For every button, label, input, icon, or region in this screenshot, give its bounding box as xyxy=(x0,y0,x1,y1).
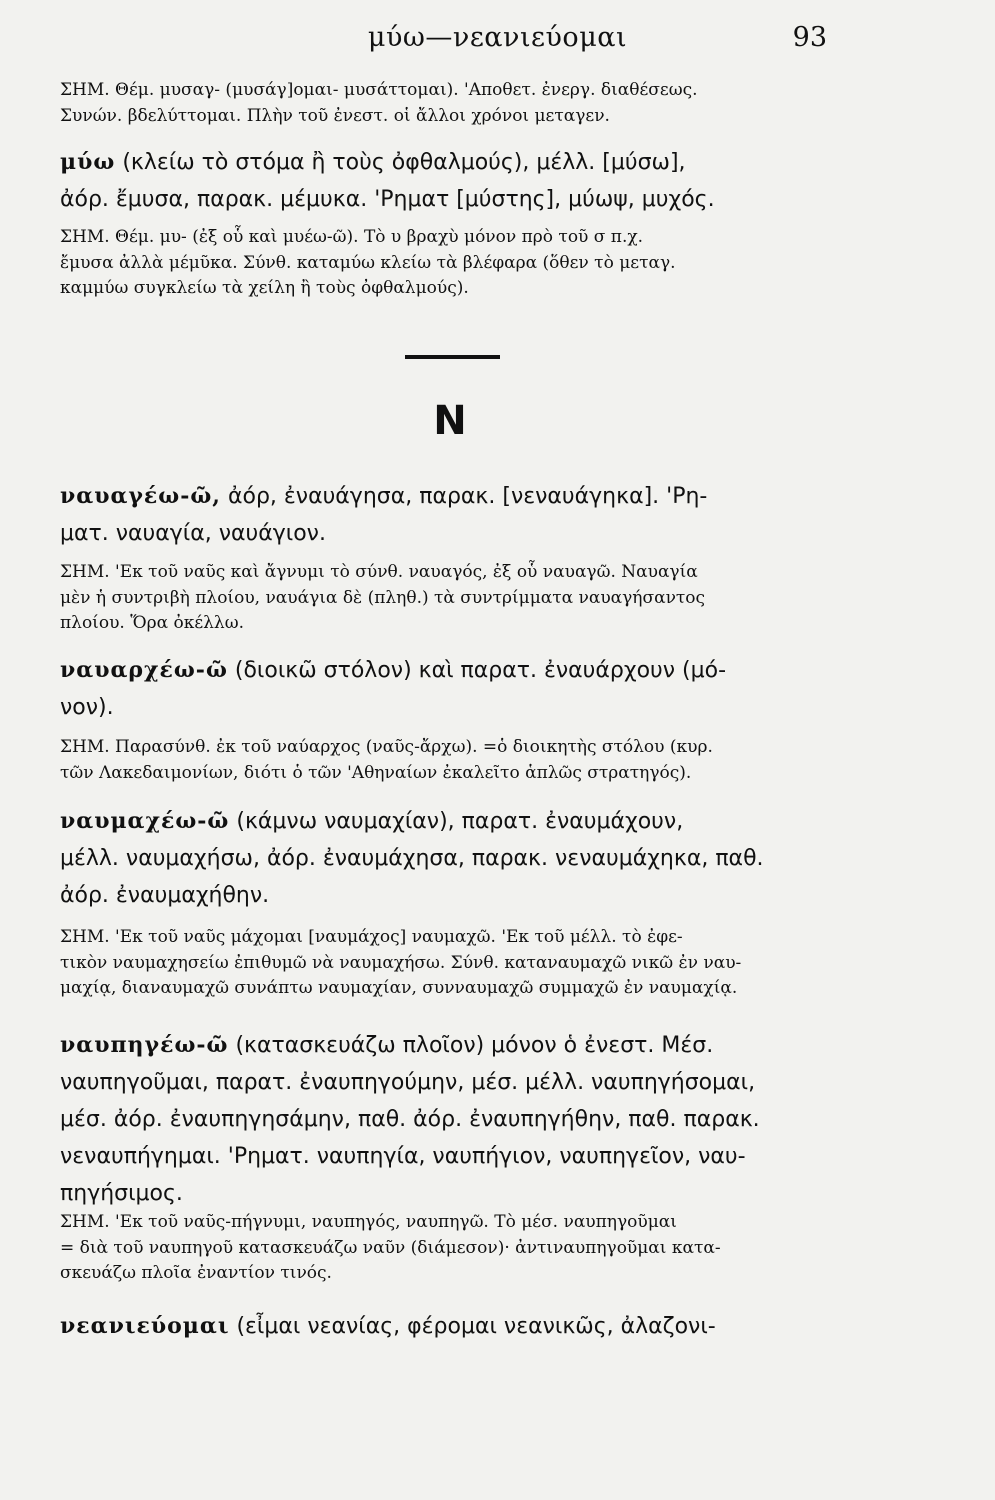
page-header xyxy=(0,22,995,62)
dictionary-entry xyxy=(60,144,840,218)
note-line: ἔμυσα ἀλλὰ μέμῦκα. Σύνθ. καταμύω κλείω τὰ βλέφαρα (ὅθεν τὸ μεταγ. xyxy=(60,252,676,273)
entry-line: νεναυπήγημαι. 'Ρηματ. ναυπηγία, ναυπήγιον, ναυπηγεῖον, ναυ- xyxy=(60,1144,746,1169)
headword: ναυμαχέω-ῶ xyxy=(60,808,230,834)
headword: μύω xyxy=(60,149,116,175)
section-divider xyxy=(405,355,500,359)
note-line: ΣΗΜ. 'Εκ τοῦ ναῦς καὶ ἄγνυμι τὸ σύνθ. ναυαγός, ἐξ οὗ ναυαγῶ. Ναυαγία xyxy=(60,562,698,582)
note-line: καμμύω συγκλείω τὰ χείλη ἢ τοὺς ὀφθαλμούς). xyxy=(60,278,469,298)
note-block xyxy=(60,735,840,786)
note-line: ΣΗΜ. 'Εκ τοῦ ναῦς-πήγνυμι, ναυπηγός, ναυπηγῶ. Τὸ μέσ. ναυπηγοῦμαι xyxy=(60,1212,677,1232)
headword: ναυπηγέω-ῶ xyxy=(60,1032,229,1058)
note-line: ΣΗΜ. 'Εκ τοῦ ναῦς μάχομαι [ναυμάχος] ναυμαχῶ. 'Εκ τοῦ μέλλ. τὸ ἐφε- xyxy=(60,927,683,947)
note-block xyxy=(60,560,840,637)
headword: ναυαρχέω-ῶ xyxy=(60,657,228,683)
note-line: Συνών. βδελύττομαι. Πλὴν τοῦ ἐνεστ. οἱ ἄλλοι χρόνοι μεταγεν. xyxy=(60,105,610,126)
note-line: πλοίου. Ὅρα ὀκέλλω. xyxy=(60,613,244,633)
note-block xyxy=(60,925,840,1002)
note-line: ΣΗΜ. Θέμ. μυσαγ- (μυσάγ]ομαι- μυσάττομαι). 'Αποθετ. ἐνεργ. διαθέσεως. xyxy=(60,80,698,100)
entry-line: πηγήσιμος. xyxy=(60,1181,183,1206)
entry-line: ναυπηγοῦμαι, παρατ. ἐναυπηγούμην, μέσ. μέλλ. ναυπηγήσομαι, xyxy=(60,1070,756,1095)
entry-line: ματ. ναυαγία, ναυάγιον. xyxy=(60,521,326,546)
entry-first-line xyxy=(60,144,840,181)
note-block xyxy=(60,78,840,129)
entry-first-line xyxy=(60,803,840,840)
headword: νεανιεύομαι xyxy=(60,1313,230,1339)
dictionary-entry xyxy=(60,1027,840,1212)
headword: ναυαγέω-ῶ, xyxy=(60,483,221,509)
entry-text: (κάμνω ναυμαχίαν), παρατ. ἐναυμάχουν, xyxy=(229,809,684,834)
note-line: = διὰ τοῦ ναυπηγοῦ κατασκευάζω ναῦν (διάμεσον)· ἀντιναυπηγοῦμαι κατα- xyxy=(60,1237,721,1258)
entry-text: (κλείω τὸ στόμα ἢ τοὺς ὀφθαλμούς), μέλλ. [μύσω], xyxy=(115,150,686,175)
note-line: τικὸν ναυμαχησείω ἐπιθυμῶ νὰ ναυμαχήσω. Σύνθ. καταναυμαχῶ νικῶ ἐν ναυ- xyxy=(60,952,742,973)
dictionary-entry xyxy=(60,478,840,552)
entry-line: ἀόρ. ἔμυσα, παρακ. μέμυκα. 'Ρηματ [μύστης], μύωψ, μυχός. xyxy=(60,187,715,212)
note-block xyxy=(60,1210,840,1287)
note-line: σκευάζω πλοῖα ἐναντίον τινός. xyxy=(60,1263,332,1283)
note-line: μαχίᾳ, διαναυμαχῶ συνάπτω ναυμαχίαν, συνναυμαχῶ συμμαχῶ ἐν ναυμαχίᾳ. xyxy=(60,978,738,998)
page-number: 93 xyxy=(792,22,827,53)
dictionary-entry xyxy=(60,1308,840,1345)
note-line: μὲν ἡ συντριβὴ πλοίου, ναυάγια δὲ (πληθ.) τὰ συντρίμματα ναυαγήσαντος xyxy=(60,587,706,608)
entry-text: (διοικῶ στόλον) καὶ παρατ. ἐναυάρχουν (μό- xyxy=(227,658,727,683)
entry-text: (εἶμαι νεανίας, φέρομαι νεανικῶς, ἀλαζονι- xyxy=(229,1314,716,1339)
section-letter: Ν xyxy=(433,398,467,444)
dictionary-entry xyxy=(60,803,840,914)
entry-first-line xyxy=(60,652,840,689)
entry-first-line xyxy=(60,478,840,515)
note-line: ΣΗΜ. Παρασύνθ. ἐκ τοῦ ναύαρχος (ναῦς-ἄρχω). =ὁ διοικητὴς στόλου (κυρ. xyxy=(60,737,713,757)
entry-first-line xyxy=(60,1308,840,1345)
dictionary-entry xyxy=(60,652,840,726)
entry-text: ἀόρ, ἐναυάγησα, παρακ. [νεναυάγηκα]. 'Ρη- xyxy=(220,484,708,509)
entry-line: ἀόρ. ἐναυμαχήθην. xyxy=(60,883,270,908)
note-line: τῶν Λακεδαιμονίων, διότι ὁ τῶν 'Αθηναίων ἐκαλεῖτο ἁπλῶς στρατηγός). xyxy=(60,762,692,783)
entry-line: μέλλ. ναυμαχήσω, ἀόρ. ἐναυμάχησα, παρακ. νεναυμάχηκα, παθ. xyxy=(60,846,764,871)
entry-line: νον). xyxy=(60,695,114,720)
running-head: μύω—νεανιεύομαι xyxy=(367,22,628,53)
entry-line: μέσ. ἀόρ. ἐναυπηγησάμην, παθ. ἀόρ. ἐναυπηγήθην, παθ. παρακ. xyxy=(60,1107,760,1132)
note-line: ΣΗΜ. Θέμ. μυ- (ἐξ οὗ καὶ μυέω-ῶ). Τὸ υ βραχὺ μόνον πρὸ τοῦ σ π.χ. xyxy=(60,227,644,247)
entry-text: (κατασκευάζω πλοῖον) μόνον ὁ ἐνεστ. Μέσ. xyxy=(228,1033,714,1058)
note-block xyxy=(60,225,840,302)
entry-first-line xyxy=(60,1027,840,1064)
